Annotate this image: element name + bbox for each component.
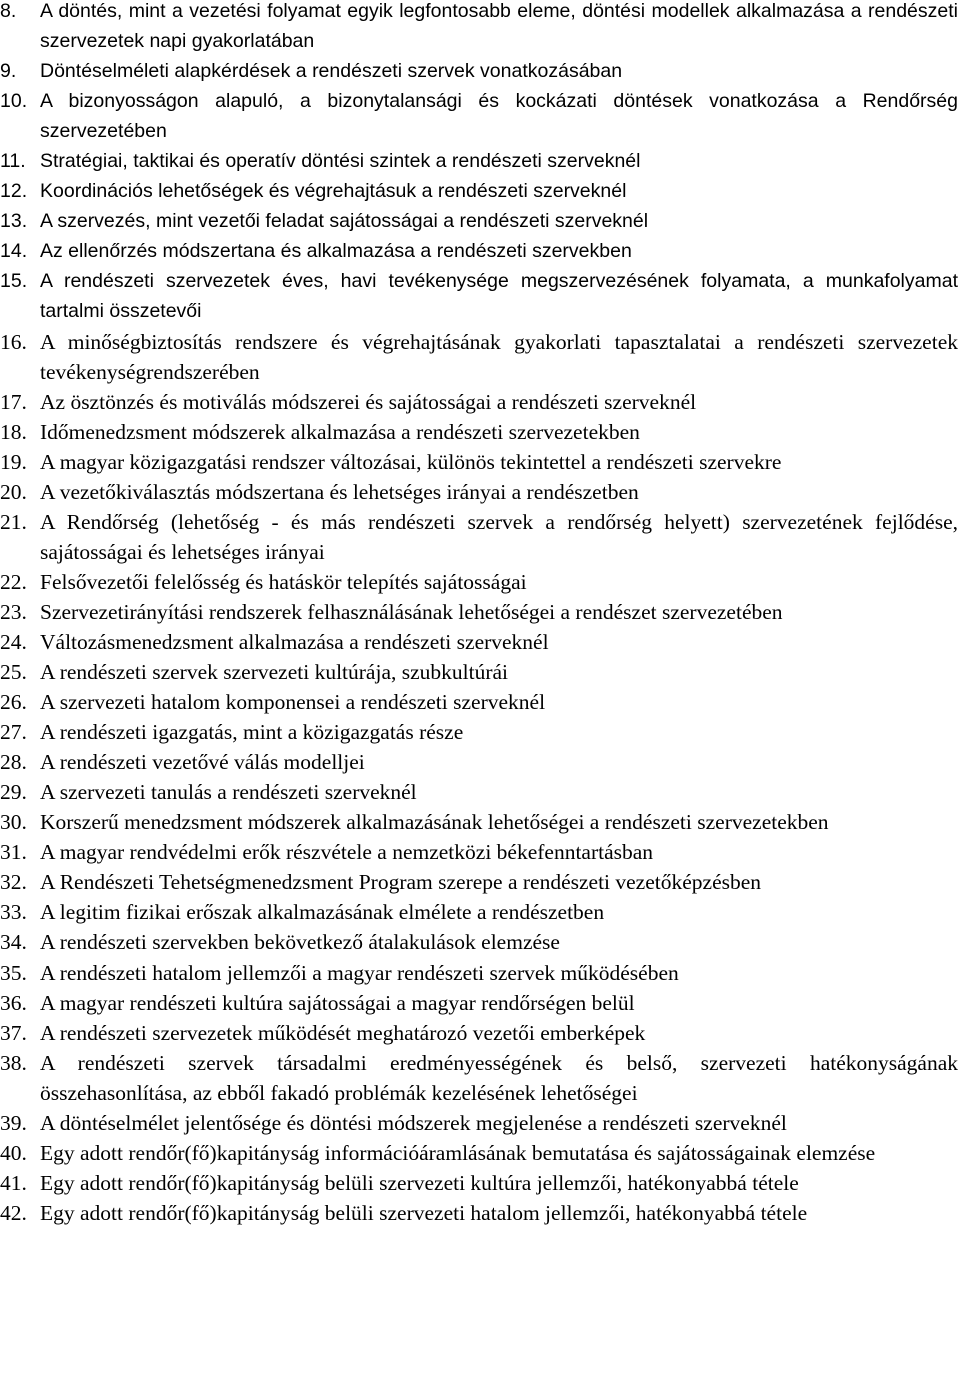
list-item-number: 42. — [0, 1200, 27, 1225]
list-item — [0, 1048, 958, 1108]
list-item — [0, 176, 958, 206]
list-item-text: Felsővezetői felelősség és hatáskör telepítés sajátosságai — [40, 569, 527, 594]
list-item — [0, 988, 958, 1018]
list-item-text: A rendészeti szervezetek éves, havi tevékenysége megszervezésének folyamata, a munkafolyamat tartalmi összetevői — [40, 270, 958, 323]
list-item — [0, 687, 958, 717]
list-item-number: 11. — [0, 150, 26, 173]
list-item-number: 25. — [0, 660, 27, 685]
list-item — [0, 56, 958, 86]
list-item-number: 36. — [0, 990, 27, 1015]
list-item-text: A döntéselmélet jelentősége és döntési módszerek megjelenése a rendészeti szerveknél — [40, 1110, 787, 1135]
list-item-text: Egy adott rendőr(fő)kapitányság információáramlásának bemutatása és sajátosságainak elemzése — [40, 1140, 876, 1165]
list-item — [0, 777, 958, 807]
list-item — [0, 236, 958, 266]
list-item-text: A rendészeti igazgatás, mint a közigazgatás része — [40, 720, 464, 745]
list-item — [0, 206, 958, 236]
list-item — [0, 86, 958, 146]
list-item-number: 26. — [0, 690, 27, 715]
list-item-number: 39. — [0, 1110, 27, 1135]
list-item-text: A magyar rendészeti kultúra sajátosságai a magyar rendőrségen belül — [40, 990, 635, 1015]
list-item-number: 14. — [0, 240, 28, 263]
list-item-number: 35. — [0, 960, 27, 985]
list-item-number: 32. — [0, 870, 27, 895]
list-item-number: 12. — [0, 180, 28, 203]
list-item-text: A rendészeti szervezetek működését meghatározó vezetői emberképek — [40, 1020, 646, 1045]
list-item — [0, 477, 958, 507]
list-item — [0, 1168, 958, 1198]
list-item-number: 9. — [0, 60, 17, 83]
list-item-number: 30. — [0, 810, 27, 835]
list-item-number: 27. — [0, 720, 27, 745]
list-item-text: Korszerű menedzsment módszerek alkalmazásának lehetőségei a rendészeti szervezetekben — [40, 810, 829, 835]
list-item-number: 18. — [0, 419, 27, 444]
list-item — [0, 1108, 958, 1138]
list-item — [0, 597, 958, 627]
list-item-text: A magyar közigazgatási rendszer változásai, különös tekintettel a rendészeti szervekre — [40, 449, 782, 474]
list-item-text: A döntés, mint a vezetési folyamat egyik legfontosabb eleme, döntési modellek alkalmazása a rendészeti szervezetek napi gyakorlatában — [40, 0, 958, 53]
list-item-text: A bizonyosságon alapuló, a bizonytalansági és kockázati döntések vonatkozása a Rendőrség szervezetében — [40, 90, 958, 143]
list-item-text: A rendészeti szervek szervezeti kultúrája, szubkultúrái — [40, 660, 509, 685]
list-item-number: 41. — [0, 1170, 27, 1195]
list-item — [0, 958, 958, 988]
list-item-number: 19. — [0, 449, 27, 474]
list-item — [0, 387, 958, 417]
list-item-text: A magyar rendvédelmi erők részvétele a nemzetközi békefenntartásban — [40, 840, 654, 865]
list-item — [0, 447, 958, 477]
list-item — [0, 507, 958, 567]
list-item-text: Egy adott rendőr(fő)kapitányság belüli szervezeti kultúra jellemzői, hatékonyabbá tétele — [40, 1170, 799, 1195]
list-item-text: A vezetőkiválasztás módszertana és lehetséges irányai a rendészetben — [40, 479, 639, 504]
list-item-text: A szervezeti hatalom komponensei a rendészeti szerveknél — [40, 690, 546, 715]
list-item — [0, 567, 958, 597]
list-item-text: A rendészeti hatalom jellemzői a magyar rendészeti szervek működésében — [40, 960, 679, 985]
list-item — [0, 747, 958, 777]
list-item-text: Az ellenőrzés módszertana és alkalmazása a rendészeti szervekben — [40, 240, 632, 263]
list-item — [0, 807, 958, 837]
list-item-number: 16. — [0, 329, 27, 354]
list-item — [0, 627, 958, 657]
list-item-number: 24. — [0, 629, 27, 654]
list-item-text: A rendészeti vezetővé válás modelljei — [40, 750, 365, 775]
list-item-text: A rendészeti szervekben bekövetkező átalakulások elemzése — [40, 930, 560, 955]
list-item-number: 20. — [0, 479, 27, 504]
list-item — [0, 1198, 958, 1228]
list-item-text: Változásmenedzsment alkalmazása a rendészeti szerveknél — [40, 629, 549, 654]
list-item-number: 38. — [0, 1050, 27, 1075]
list-item-number: 23. — [0, 599, 27, 624]
list-item-number: 22. — [0, 569, 27, 594]
list-item-text: A legitim fizikai erőszak alkalmazásának elmélete a rendészetben — [40, 900, 605, 925]
list-item-number: 8. — [0, 0, 17, 22]
list-item-text: Egy adott rendőr(fő)kapitányság belüli szervezeti hatalom jellemzői, hatékonyabbá tétele — [40, 1200, 808, 1225]
list-item-number: 28. — [0, 750, 27, 775]
list-item-number: 31. — [0, 840, 27, 865]
list-item-text: Az ösztönzés és motiválás módszerei és sajátosságai a rendészeti szerveknél — [40, 389, 697, 414]
list-item — [0, 327, 958, 387]
list-item — [0, 417, 958, 447]
list-item-number: 34. — [0, 930, 27, 955]
list-item — [0, 927, 958, 957]
list-item-text: Stratégiai, taktikai és operatív döntési szintek a rendészeti szerveknél — [40, 150, 641, 173]
list-item-text: A minőségbiztosítás rendszere és végrehajtásának gyakorlati tapasztalatai a rendészeti szervezetek tevékenységrendszerében — [40, 329, 958, 384]
list-item-text: A Rendőrség (lehetőség - és más rendészeti szervek a rendőrség helyett) szervezetének fejlődése, sajátosságai és lehetséges irányai — [40, 509, 958, 564]
list-item — [0, 0, 958, 56]
list-item-number: 15. — [0, 270, 28, 293]
list-item — [0, 867, 958, 897]
list-item-text: Időmenedzsment módszerek alkalmazása a rendészeti szervezetekben — [40, 419, 640, 444]
list-item — [0, 897, 958, 927]
list-item-number: 21. — [0, 509, 27, 534]
list-item-number: 40. — [0, 1140, 27, 1165]
list-item-number: 10. — [0, 90, 28, 113]
list-item-text: A szervezeti tanulás a rendészeti szerveknél — [40, 780, 417, 805]
list-item — [0, 1018, 958, 1048]
list-item — [0, 266, 958, 326]
list-item-text: A rendészeti szervek társadalmi eredményességének és belső, szervezeti hatékonyságának összehasonlítása, az ebből fakadó problémák kezelésének lehetőségei — [40, 1050, 958, 1105]
list-item — [0, 717, 958, 747]
list-item-text: Szervezetirányítási rendszerek felhasználásának lehetőségei a rendészet szervezetében — [40, 599, 783, 624]
list-item — [0, 1138, 958, 1168]
list-item-number: 33. — [0, 900, 27, 925]
list-item-text: A szervezés, mint vezetői feladat sajátosságai a rendészeti szerveknél — [40, 210, 649, 233]
list-item — [0, 146, 958, 176]
list-item — [0, 837, 958, 867]
list-item-text: Döntéselméleti alapkérdések a rendészeti szervek vonatkozásában — [40, 60, 623, 83]
list-item-number: 37. — [0, 1020, 27, 1045]
list-item-number: 29. — [0, 780, 27, 805]
list-item-text: A Rendészeti Tehetségmenedzsment Program szerepe a rendészeti vezetőképzésben — [40, 870, 762, 895]
list-item-text: Koordinációs lehetőségek és végrehajtásuk a rendészeti szerveknél — [40, 180, 627, 203]
list-item-number: 13. — [0, 210, 28, 233]
list-item-number: 17. — [0, 389, 27, 414]
list-item — [0, 657, 958, 687]
